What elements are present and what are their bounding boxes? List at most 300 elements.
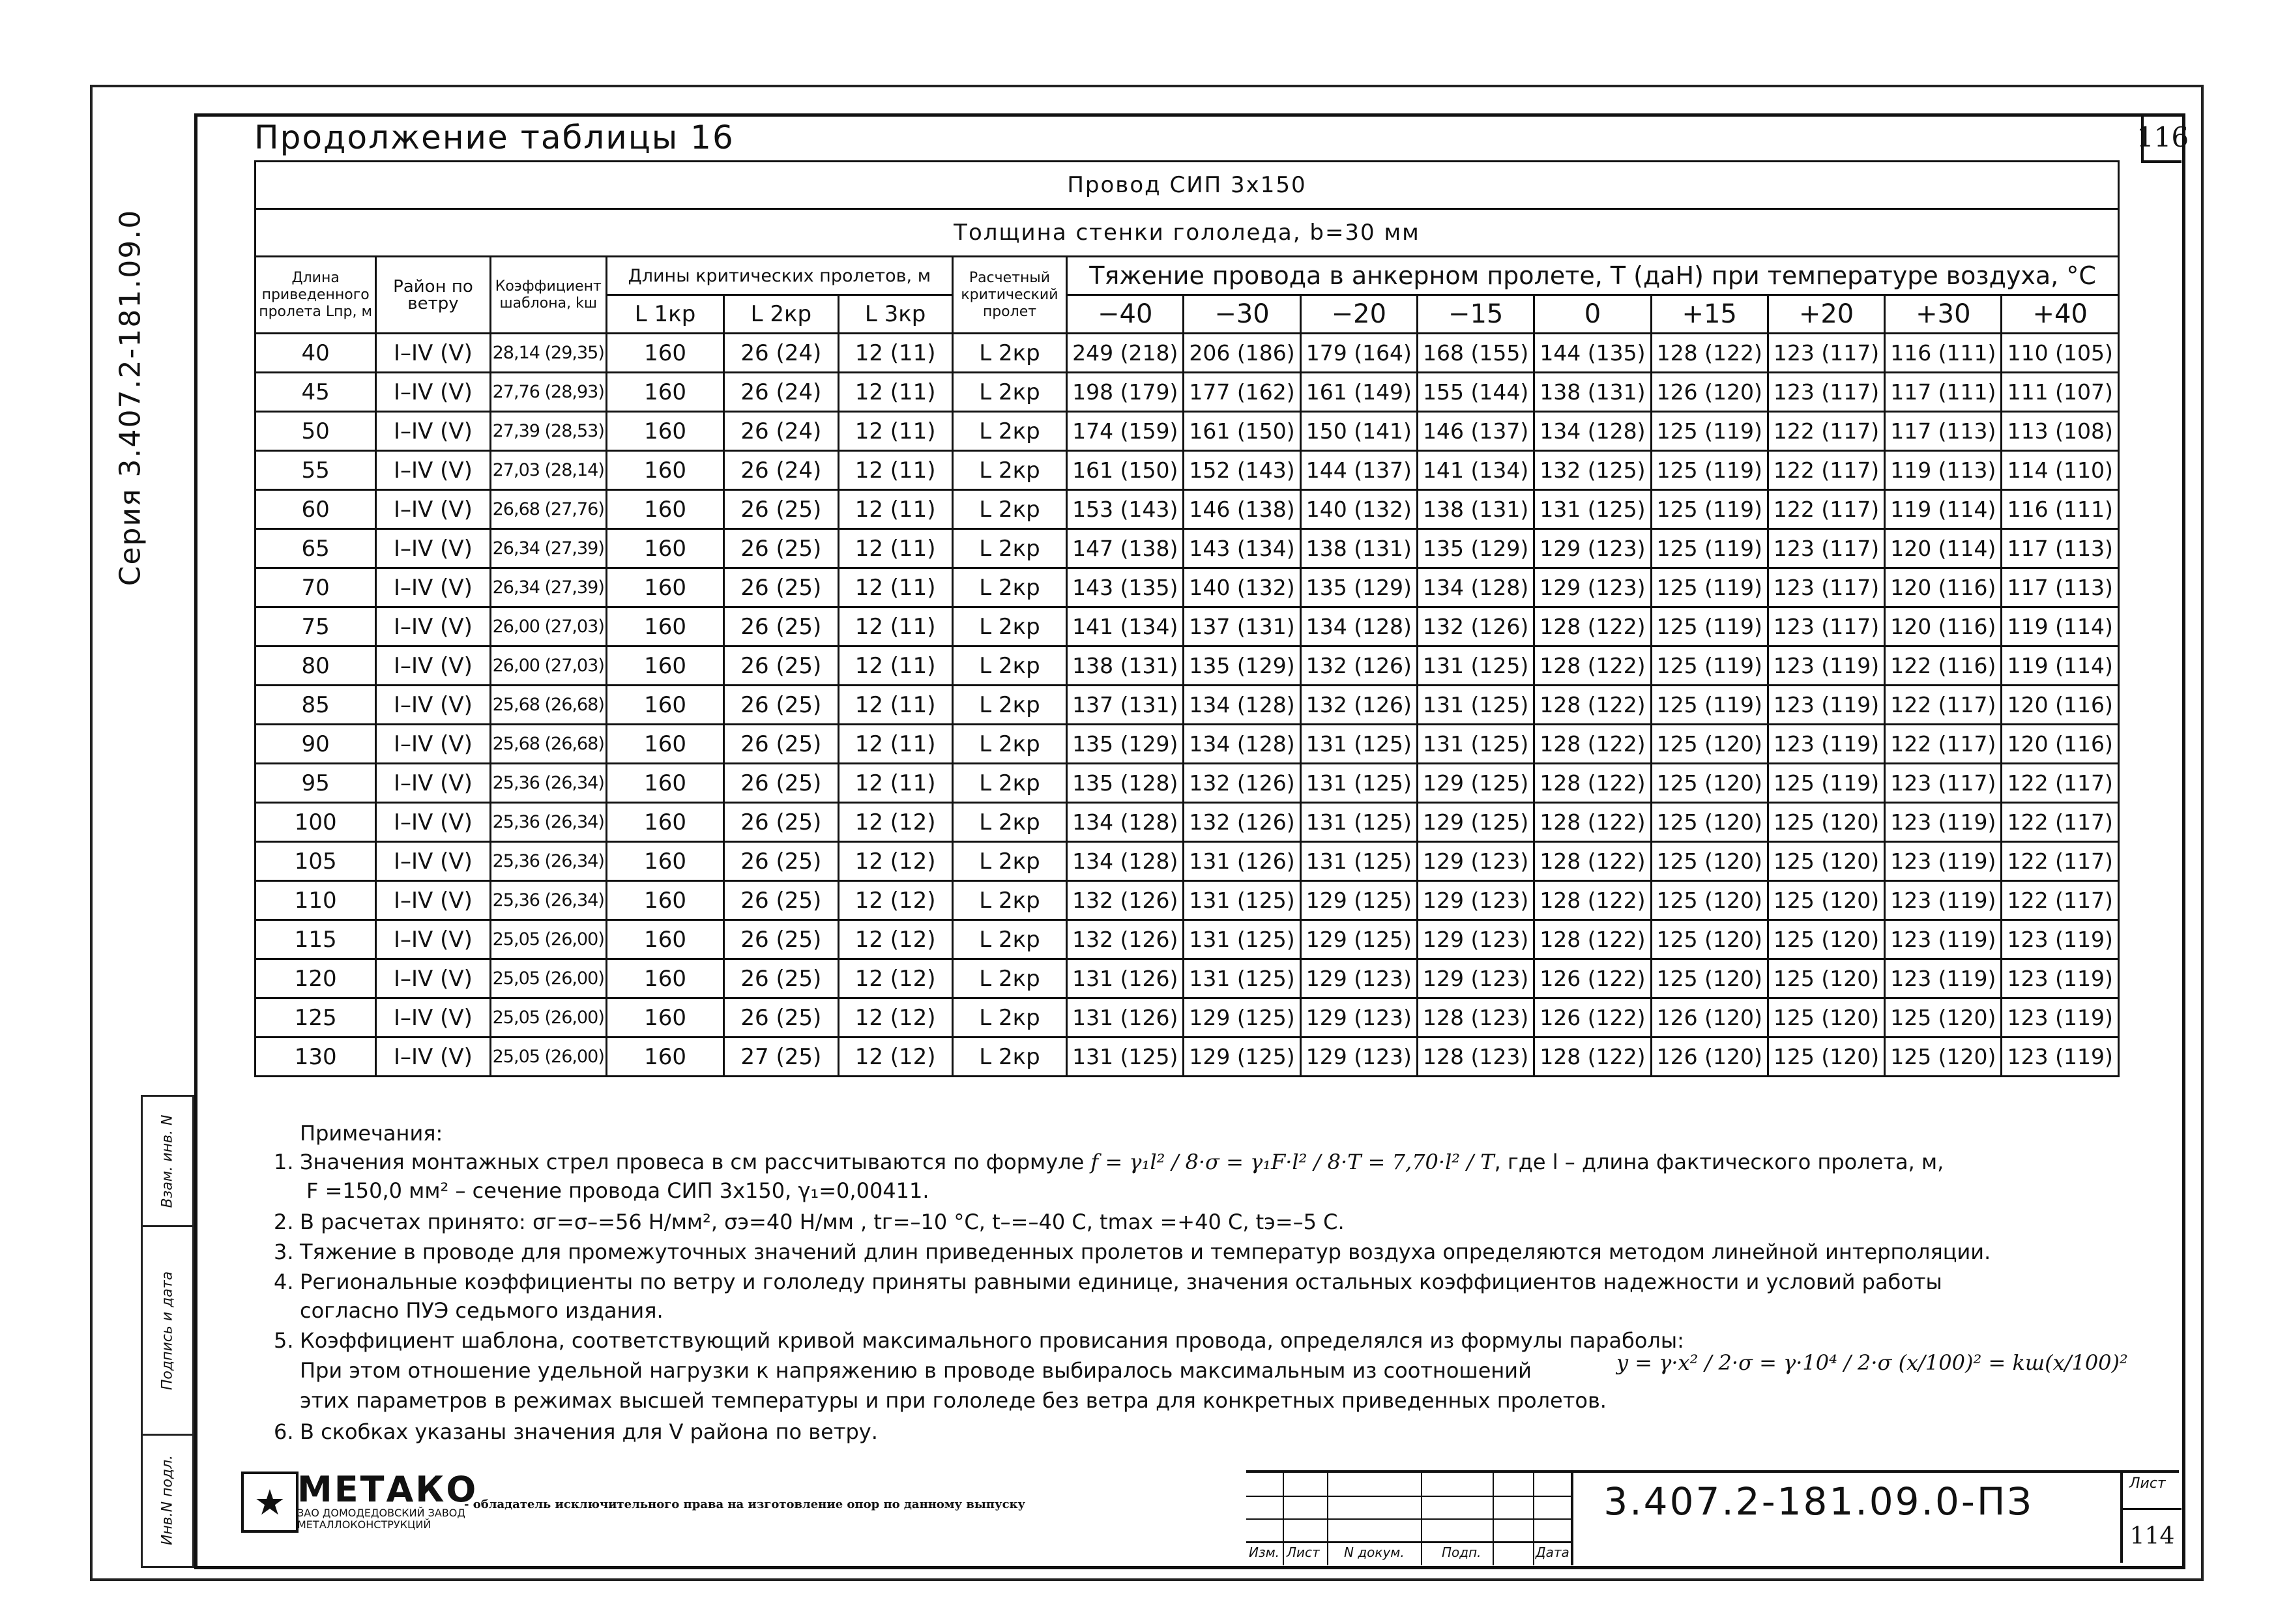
tension-cell: 131 (125)	[1184, 920, 1300, 959]
tension-cell: 198 (179)	[1067, 373, 1184, 412]
region-cell: I–IV (V)	[376, 451, 490, 490]
table-row	[255, 529, 2119, 568]
l2-cell: 26 (25)	[724, 803, 838, 842]
tension-cell: 126 (120)	[1651, 998, 1768, 1037]
l1-cell: 160	[606, 451, 723, 490]
tension-cell: 125 (119)	[1651, 490, 1768, 529]
tension-cell: 174 (159)	[1067, 412, 1184, 451]
temp-header: −40	[1067, 295, 1184, 334]
tension-cell: 122 (117)	[2002, 803, 2119, 842]
coef-cell: 26,68 (27,76)	[490, 490, 606, 529]
tension-cell: 161 (149)	[1300, 373, 1417, 412]
tension-cell: 125 (120)	[1768, 842, 1884, 881]
tension-cell: 125 (120)	[1768, 920, 1884, 959]
tension-cell: 125 (120)	[1651, 725, 1768, 764]
tension-cell: 131 (125)	[1417, 725, 1534, 764]
length-cell: 130	[255, 1037, 376, 1077]
note-2: 2. В расчетах принято: σг=σ–=56 Н/мм², σэ=40 Н/мм , tг=–10 °С, t–=–40 С, tmax =+40 С, tэ=–5 С.	[274, 1210, 1345, 1234]
tension-cell: 128 (122)	[1534, 646, 1651, 686]
calc-cell: L 2кр	[952, 412, 1066, 451]
tension-cell: 125 (119)	[1651, 686, 1768, 725]
region-cell: I–IV (V)	[376, 529, 490, 568]
l3-cell: 12 (11)	[838, 451, 952, 490]
table-row	[255, 881, 2119, 920]
tension-cell: 131 (125)	[1300, 803, 1417, 842]
tension-cell: 125 (119)	[1651, 529, 1768, 568]
tension-cell: 122 (117)	[1885, 686, 2002, 725]
calc-cell: L 2кр	[952, 334, 1066, 373]
tension-cell: 125 (119)	[1651, 607, 1768, 646]
calc-cell: L 2кр	[952, 686, 1066, 725]
tension-cell: 123 (119)	[2002, 998, 2119, 1037]
l3-cell: 12 (12)	[838, 842, 952, 881]
tension-cell: 132 (126)	[1417, 607, 1534, 646]
region-cell: I–IV (V)	[376, 490, 490, 529]
tension-cell: 143 (134)	[1184, 529, 1300, 568]
table-row	[255, 725, 2119, 764]
coef-cell: 25,68 (26,68)	[490, 725, 606, 764]
tension-cell: 125 (120)	[1768, 881, 1884, 920]
table-row	[255, 412, 2119, 451]
metako-logo-icon: ★	[241, 1472, 299, 1533]
coef-cell: 27,39 (28,53)	[490, 412, 606, 451]
tension-cell: 125 (120)	[1885, 998, 2002, 1037]
note-5-cont2: этих параметров в режимах высшей температуры и при гололеде без ветра для конкретных приведенных пролетов.	[300, 1388, 1607, 1413]
coef-cell: 25,36 (26,34)	[490, 803, 606, 842]
region-cell: I–IV (V)	[376, 607, 490, 646]
col-calc-header: Расчетный критический пролет	[952, 257, 1066, 334]
length-cell: 120	[255, 959, 376, 998]
tension-cell: 132 (126)	[1067, 920, 1184, 959]
note-1: 1. Значения монтажных стрел провеса в см рассчитываются по формуле f = γ₁l² / 8·σ = γ₁F·l² / 8·T = 7,70·l² / T, где l – длина фактического пролета, м,	[274, 1150, 1944, 1174]
tension-cell: 168 (155)	[1417, 334, 1534, 373]
region-cell: I–IV (V)	[376, 881, 490, 920]
sheet-number: 114	[2123, 1508, 2182, 1550]
l1-cell: 160	[606, 842, 723, 881]
table-row	[255, 998, 2119, 1037]
tension-cell: 128 (122)	[1534, 842, 1651, 881]
length-cell: 50	[255, 412, 376, 451]
tension-cell: 129 (123)	[1300, 998, 1417, 1037]
l3-cell: 12 (12)	[838, 920, 952, 959]
calc-cell: L 2кр	[952, 529, 1066, 568]
parabola-formula: y = γ·x² / 2·σ = γ·10⁴ / 2·σ (x/100)² = kш(x/100)²	[1616, 1350, 2128, 1375]
tension-cell: 111 (107)	[2002, 373, 2119, 412]
tension-cell: 117 (111)	[1885, 373, 2002, 412]
calc-cell: L 2кр	[952, 451, 1066, 490]
coef-cell: 25,36 (26,34)	[490, 881, 606, 920]
logo-subtitle: ЗАО ДОМОДЕДОВСКИЙ ЗАВОД	[297, 1507, 465, 1519]
tension-cell: 117 (113)	[1885, 412, 2002, 451]
tension-cell: 134 (128)	[1067, 842, 1184, 881]
l1-cell: 160	[606, 373, 723, 412]
tension-cell: 125 (120)	[1768, 998, 1884, 1037]
region-cell: I–IV (V)	[376, 373, 490, 412]
table-row	[255, 959, 2119, 998]
tension-cell: 123 (119)	[2002, 959, 2119, 998]
tension-cell: 114 (110)	[2002, 451, 2119, 490]
coef-cell: 27,76 (28,93)	[490, 373, 606, 412]
region-cell: I–IV (V)	[376, 803, 490, 842]
tension-cell: 138 (131)	[1067, 646, 1184, 686]
tension-cell: 132 (126)	[1300, 646, 1417, 686]
note-1-cont: F =150,0 мм² – сечение провода СИП 3x150, γ₁=0,00411.	[306, 1178, 929, 1203]
l3-cell: 12 (11)	[838, 334, 952, 373]
tension-cell: 122 (116)	[1885, 646, 2002, 686]
tension-cell: 140 (132)	[1184, 568, 1300, 607]
l2-cell: 26 (25)	[724, 568, 838, 607]
col-coef-header: Коэффициент шаблона, kш	[490, 257, 606, 334]
tension-cell: 123 (119)	[1885, 959, 2002, 998]
l2-cell: 26 (25)	[724, 646, 838, 686]
tension-cell: 131 (125)	[1417, 646, 1534, 686]
tension-cell: 129 (123)	[1534, 529, 1651, 568]
tension-cell: 129 (125)	[1300, 881, 1417, 920]
tension-cell: 138 (131)	[1300, 529, 1417, 568]
l3-cell: 12 (11)	[838, 646, 952, 686]
tension-cell: 122 (117)	[2002, 842, 2119, 881]
revision-grid: Изм. Лист N докум. Подп. Дата	[1246, 1473, 1573, 1565]
col-crit-header: Длины критических пролетов, м	[606, 257, 952, 295]
table-row	[255, 686, 2119, 725]
tension-cell: 123 (119)	[1885, 920, 2002, 959]
tension-table	[254, 160, 2120, 1077]
tension-cell: 123 (119)	[1885, 803, 2002, 842]
region-cell: I–IV (V)	[376, 686, 490, 725]
tension-cell: 126 (120)	[1651, 373, 1768, 412]
calc-cell: L 2кр	[952, 920, 1066, 959]
tension-cell: 120 (116)	[1885, 568, 2002, 607]
coef-cell: 26,00 (27,03)	[490, 646, 606, 686]
tension-cell: 125 (120)	[1768, 1037, 1884, 1077]
tension-cell: 161 (150)	[1067, 451, 1184, 490]
tension-cell: 177 (162)	[1184, 373, 1300, 412]
tension-cell: 125 (120)	[1651, 920, 1768, 959]
length-cell: 105	[255, 842, 376, 881]
tension-cell: 123 (117)	[1768, 529, 1884, 568]
note-5-cont: При этом отношение удельной нагрузки к напряжению в проводе выбиралось максимальным из соотношений	[300, 1358, 1532, 1383]
table-row	[255, 764, 2119, 803]
tension-cell: 153 (143)	[1067, 490, 1184, 529]
logo-name: МЕТАКО	[297, 1469, 478, 1510]
tension-cell: 126 (120)	[1651, 1037, 1768, 1077]
l2-cell: 26 (25)	[724, 998, 838, 1037]
col-region-header: Район по ветру	[376, 257, 490, 334]
l1-cell: 160	[606, 998, 723, 1037]
tension-cell: 119 (114)	[2002, 607, 2119, 646]
tension-cell: 122 (117)	[1768, 412, 1884, 451]
l1-cell: 160	[606, 725, 723, 764]
tension-cell: 128 (122)	[1534, 764, 1651, 803]
side-cell-invp: Инв.N подл.	[159, 1455, 176, 1545]
region-cell: I–IV (V)	[376, 920, 490, 959]
temp-header: −30	[1184, 295, 1300, 334]
tension-cell: 131 (125)	[1300, 725, 1417, 764]
calc-cell: L 2кр	[952, 607, 1066, 646]
temp-header: 0	[1534, 295, 1651, 334]
length-cell: 55	[255, 451, 376, 490]
tension-cell: 131 (125)	[1534, 490, 1651, 529]
tension-cell: 125 (120)	[1651, 842, 1768, 881]
tension-cell: 123 (119)	[1885, 842, 2002, 881]
tension-cell: 143 (135)	[1067, 568, 1184, 607]
length-cell: 100	[255, 803, 376, 842]
l3-cell: 12 (11)	[838, 764, 952, 803]
tension-cell: 131 (125)	[1300, 764, 1417, 803]
tension-cell: 135 (129)	[1184, 646, 1300, 686]
tension-cell: 125 (119)	[1768, 764, 1884, 803]
table-row	[255, 1037, 2119, 1077]
coef-cell: 25,05 (26,00)	[490, 959, 606, 998]
note-4-cont: согласно ПУЭ седьмого издания.	[300, 1298, 664, 1323]
tension-cell: 129 (125)	[1417, 764, 1534, 803]
tension-cell: 117 (113)	[2002, 529, 2119, 568]
tension-cell: 113 (108)	[2002, 412, 2119, 451]
length-cell: 115	[255, 920, 376, 959]
tension-cell: 146 (137)	[1417, 412, 1534, 451]
l1-cell: 160	[606, 1037, 723, 1077]
l2-cell: 26 (25)	[724, 725, 838, 764]
length-cell: 65	[255, 529, 376, 568]
tension-cell: 123 (119)	[1768, 725, 1884, 764]
l2-cell: 26 (25)	[724, 686, 838, 725]
page-title: Продолжение таблицы 16	[254, 119, 735, 156]
table-row	[255, 607, 2119, 646]
note-4: 4. Региональные коэффициенты по ветру и гололеду приняты равными единице, значения остальных коэффициентов надежности и условий работы	[274, 1269, 1942, 1294]
tension-cell: 132 (126)	[1184, 764, 1300, 803]
l2-cell: 26 (25)	[724, 842, 838, 881]
tension-cell: 128 (122)	[1651, 334, 1768, 373]
region-cell: I–IV (V)	[376, 998, 490, 1037]
region-cell: I–IV (V)	[376, 1037, 490, 1077]
tension-cell: 131 (125)	[1300, 842, 1417, 881]
tension-cell: 116 (111)	[2002, 490, 2119, 529]
tension-cell: 129 (123)	[1417, 881, 1534, 920]
tension-cell: 123 (119)	[1885, 881, 2002, 920]
tension-cell: 131 (125)	[1417, 686, 1534, 725]
l1-cell: 160	[606, 412, 723, 451]
tension-cell: 120 (116)	[2002, 725, 2119, 764]
table-body	[255, 334, 2119, 1077]
tension-cell: 132 (125)	[1534, 451, 1651, 490]
top-sheet-number: 116	[2141, 113, 2182, 163]
temp-header: +40	[2002, 295, 2119, 334]
tension-cell: 119 (114)	[1885, 490, 2002, 529]
tension-cell: 134 (128)	[1184, 725, 1300, 764]
l3-cell: 12 (11)	[838, 373, 952, 412]
l2-cell: 26 (25)	[724, 881, 838, 920]
coef-cell: 25,05 (26,00)	[490, 920, 606, 959]
tension-cell: 120 (116)	[1885, 607, 2002, 646]
calc-cell: L 2кр	[952, 725, 1066, 764]
temp-header: −20	[1300, 295, 1417, 334]
note-6: 6. В скобках указаны значения для V района по ветру.	[274, 1419, 878, 1444]
tension-cell: 123 (119)	[2002, 920, 2119, 959]
tension-cell: 129 (123)	[1534, 568, 1651, 607]
tension-cell: 134 (128)	[1067, 803, 1184, 842]
side-cell-sign: Подпись и дата	[143, 1227, 192, 1436]
tension-cell: 120 (116)	[2002, 686, 2119, 725]
tension-cell: 135 (129)	[1067, 725, 1184, 764]
tension-cell: 129 (123)	[1417, 842, 1534, 881]
tension-cell: 179 (164)	[1300, 334, 1417, 373]
coef-cell: 28,14 (29,35)	[490, 334, 606, 373]
table-row	[255, 334, 2119, 373]
tension-cell: 131 (126)	[1067, 959, 1184, 998]
coef-cell: 26,00 (27,03)	[490, 607, 606, 646]
table-row	[255, 373, 2119, 412]
tension-cell: 128 (123)	[1417, 1037, 1534, 1077]
tension-cell: 123 (119)	[2002, 1037, 2119, 1077]
tension-cell: 141 (134)	[1417, 451, 1534, 490]
l2-cell: 27 (25)	[724, 1037, 838, 1077]
tension-cell: 129 (123)	[1300, 1037, 1417, 1077]
l2-cell: 26 (25)	[724, 529, 838, 568]
l3-cell: 12 (11)	[838, 725, 952, 764]
length-cell: 125	[255, 998, 376, 1037]
tension-cell: 135 (128)	[1067, 764, 1184, 803]
l1-cell: 160	[606, 920, 723, 959]
tension-cell: 125 (120)	[1651, 803, 1768, 842]
col-tension-header: Тяжение провода в анкерном пролете, T (даН) при температуре воздуха, °С	[1067, 257, 2119, 295]
tension-cell: 125 (119)	[1651, 646, 1768, 686]
tension-cell: 134 (128)	[1417, 568, 1534, 607]
calc-cell: L 2кр	[952, 959, 1066, 998]
table-row	[255, 920, 2119, 959]
tension-cell: 123 (119)	[1768, 646, 1884, 686]
tension-cell: 123 (117)	[1768, 568, 1884, 607]
coef-cell: 25,68 (26,68)	[490, 686, 606, 725]
tension-cell: 134 (128)	[1184, 686, 1300, 725]
tension-cell: 128 (123)	[1417, 998, 1534, 1037]
table-row	[255, 646, 2119, 686]
temp-header: +20	[1768, 295, 1884, 334]
coef-cell: 26,34 (27,39)	[490, 529, 606, 568]
coef-cell: 26,34 (27,39)	[490, 568, 606, 607]
owner-note: - обладатель исключительного права на изготовление опор по данному выпуску	[464, 1498, 1026, 1511]
coef-cell: 25,36 (26,34)	[490, 764, 606, 803]
l1-cell: 160	[606, 686, 723, 725]
crit-l3-header: L 3кр	[838, 295, 952, 334]
tension-cell: 128 (122)	[1534, 607, 1651, 646]
temp-header: +30	[1885, 295, 2002, 334]
calc-cell: L 2кр	[952, 1037, 1066, 1077]
l3-cell: 12 (12)	[838, 803, 952, 842]
l2-cell: 26 (25)	[724, 920, 838, 959]
wire-heading: Провод СИП 3x150	[255, 162, 2119, 209]
l1-cell: 160	[606, 646, 723, 686]
tension-cell: 125 (119)	[1651, 568, 1768, 607]
tension-cell: 132 (126)	[1300, 686, 1417, 725]
l2-cell: 26 (25)	[724, 490, 838, 529]
tension-cell: 129 (123)	[1417, 959, 1534, 998]
length-cell: 60	[255, 490, 376, 529]
length-cell: 40	[255, 334, 376, 373]
tension-cell: 131 (126)	[1184, 842, 1300, 881]
tension-cell: 249 (218)	[1067, 334, 1184, 373]
coef-cell: 27,03 (28,14)	[490, 451, 606, 490]
calc-cell: L 2кр	[952, 373, 1066, 412]
tension-cell: 144 (135)	[1534, 334, 1651, 373]
l3-cell: 12 (11)	[838, 412, 952, 451]
region-cell: I–IV (V)	[376, 959, 490, 998]
tension-cell: 131 (125)	[1184, 881, 1300, 920]
note-3: 3. Тяжение в проводе для промежуточных значений длин приведенных пролетов и температур воздуха определяются методом линейной интерполяции.	[274, 1240, 1991, 1264]
tension-cell: 122 (117)	[2002, 881, 2119, 920]
calc-cell: L 2кр	[952, 998, 1066, 1037]
l2-cell: 26 (25)	[724, 607, 838, 646]
tension-cell: 150 (141)	[1300, 412, 1417, 451]
series-label: Серия 3.407.2-181.09.0	[113, 209, 147, 587]
l3-cell: 12 (12)	[838, 1037, 952, 1077]
tension-cell: 125 (120)	[1885, 1037, 2002, 1077]
l2-cell: 26 (25)	[724, 764, 838, 803]
tension-cell: 128 (122)	[1534, 920, 1651, 959]
logo-subtitle: МЕТАЛЛОКОНСТРУКЦИЙ	[297, 1518, 431, 1531]
crit-l2-header: L 2кр	[724, 295, 838, 334]
region-cell: I–IV (V)	[376, 842, 490, 881]
l2-cell: 26 (24)	[724, 334, 838, 373]
tension-cell: 123 (117)	[1768, 373, 1884, 412]
tension-cell: 125 (120)	[1768, 959, 1884, 998]
calc-cell: L 2кр	[952, 764, 1066, 803]
tension-cell: 110 (105)	[2002, 334, 2119, 373]
tension-cell: 147 (138)	[1067, 529, 1184, 568]
tension-cell: 128 (122)	[1534, 1037, 1651, 1077]
tension-cell: 129 (123)	[1300, 959, 1417, 998]
region-cell: I–IV (V)	[376, 568, 490, 607]
tension-cell: 125 (120)	[1768, 803, 1884, 842]
l1-cell: 160	[606, 959, 723, 998]
tension-cell: 119 (114)	[2002, 646, 2119, 686]
tension-cell: 146 (138)	[1184, 490, 1300, 529]
tension-cell: 161 (150)	[1184, 412, 1300, 451]
calc-cell: L 2кр	[952, 881, 1066, 920]
l1-cell: 160	[606, 607, 723, 646]
tension-cell: 144 (137)	[1300, 451, 1417, 490]
tension-cell: 206 (186)	[1184, 334, 1300, 373]
tension-cell: 126 (122)	[1534, 998, 1651, 1037]
table-row	[255, 451, 2119, 490]
length-cell: 95	[255, 764, 376, 803]
l1-cell: 160	[606, 764, 723, 803]
tension-cell: 132 (126)	[1067, 881, 1184, 920]
calc-cell: L 2кр	[952, 646, 1066, 686]
tension-cell: 131 (125)	[1067, 1037, 1184, 1077]
tension-cell: 128 (122)	[1534, 881, 1651, 920]
tension-cell: 123 (117)	[1885, 764, 2002, 803]
tension-cell: 122 (117)	[1768, 490, 1884, 529]
note-5: 5. Коэффициент шаблона, соответствующий кривой максимального провисания провода, определялся из формулы параболы:	[274, 1328, 1684, 1353]
calc-cell: L 2кр	[952, 842, 1066, 881]
l3-cell: 12 (12)	[838, 998, 952, 1037]
tension-cell: 137 (131)	[1067, 686, 1184, 725]
tension-cell: 138 (131)	[1534, 373, 1651, 412]
tension-cell: 129 (125)	[1184, 1037, 1300, 1077]
tension-cell: 140 (132)	[1300, 490, 1417, 529]
tension-cell: 152 (143)	[1184, 451, 1300, 490]
coef-cell: 25,05 (26,00)	[490, 1037, 606, 1077]
l3-cell: 12 (11)	[838, 529, 952, 568]
tension-cell: 119 (113)	[1885, 451, 2002, 490]
l1-cell: 160	[606, 803, 723, 842]
tension-cell: 129 (123)	[1417, 920, 1534, 959]
tension-cell: 117 (113)	[2002, 568, 2119, 607]
tension-cell: 123 (119)	[1768, 686, 1884, 725]
col-length-header: Длина приведенного пролета Lпр, м	[255, 257, 376, 334]
region-cell: I–IV (V)	[376, 334, 490, 373]
tension-cell: 116 (111)	[1885, 334, 2002, 373]
